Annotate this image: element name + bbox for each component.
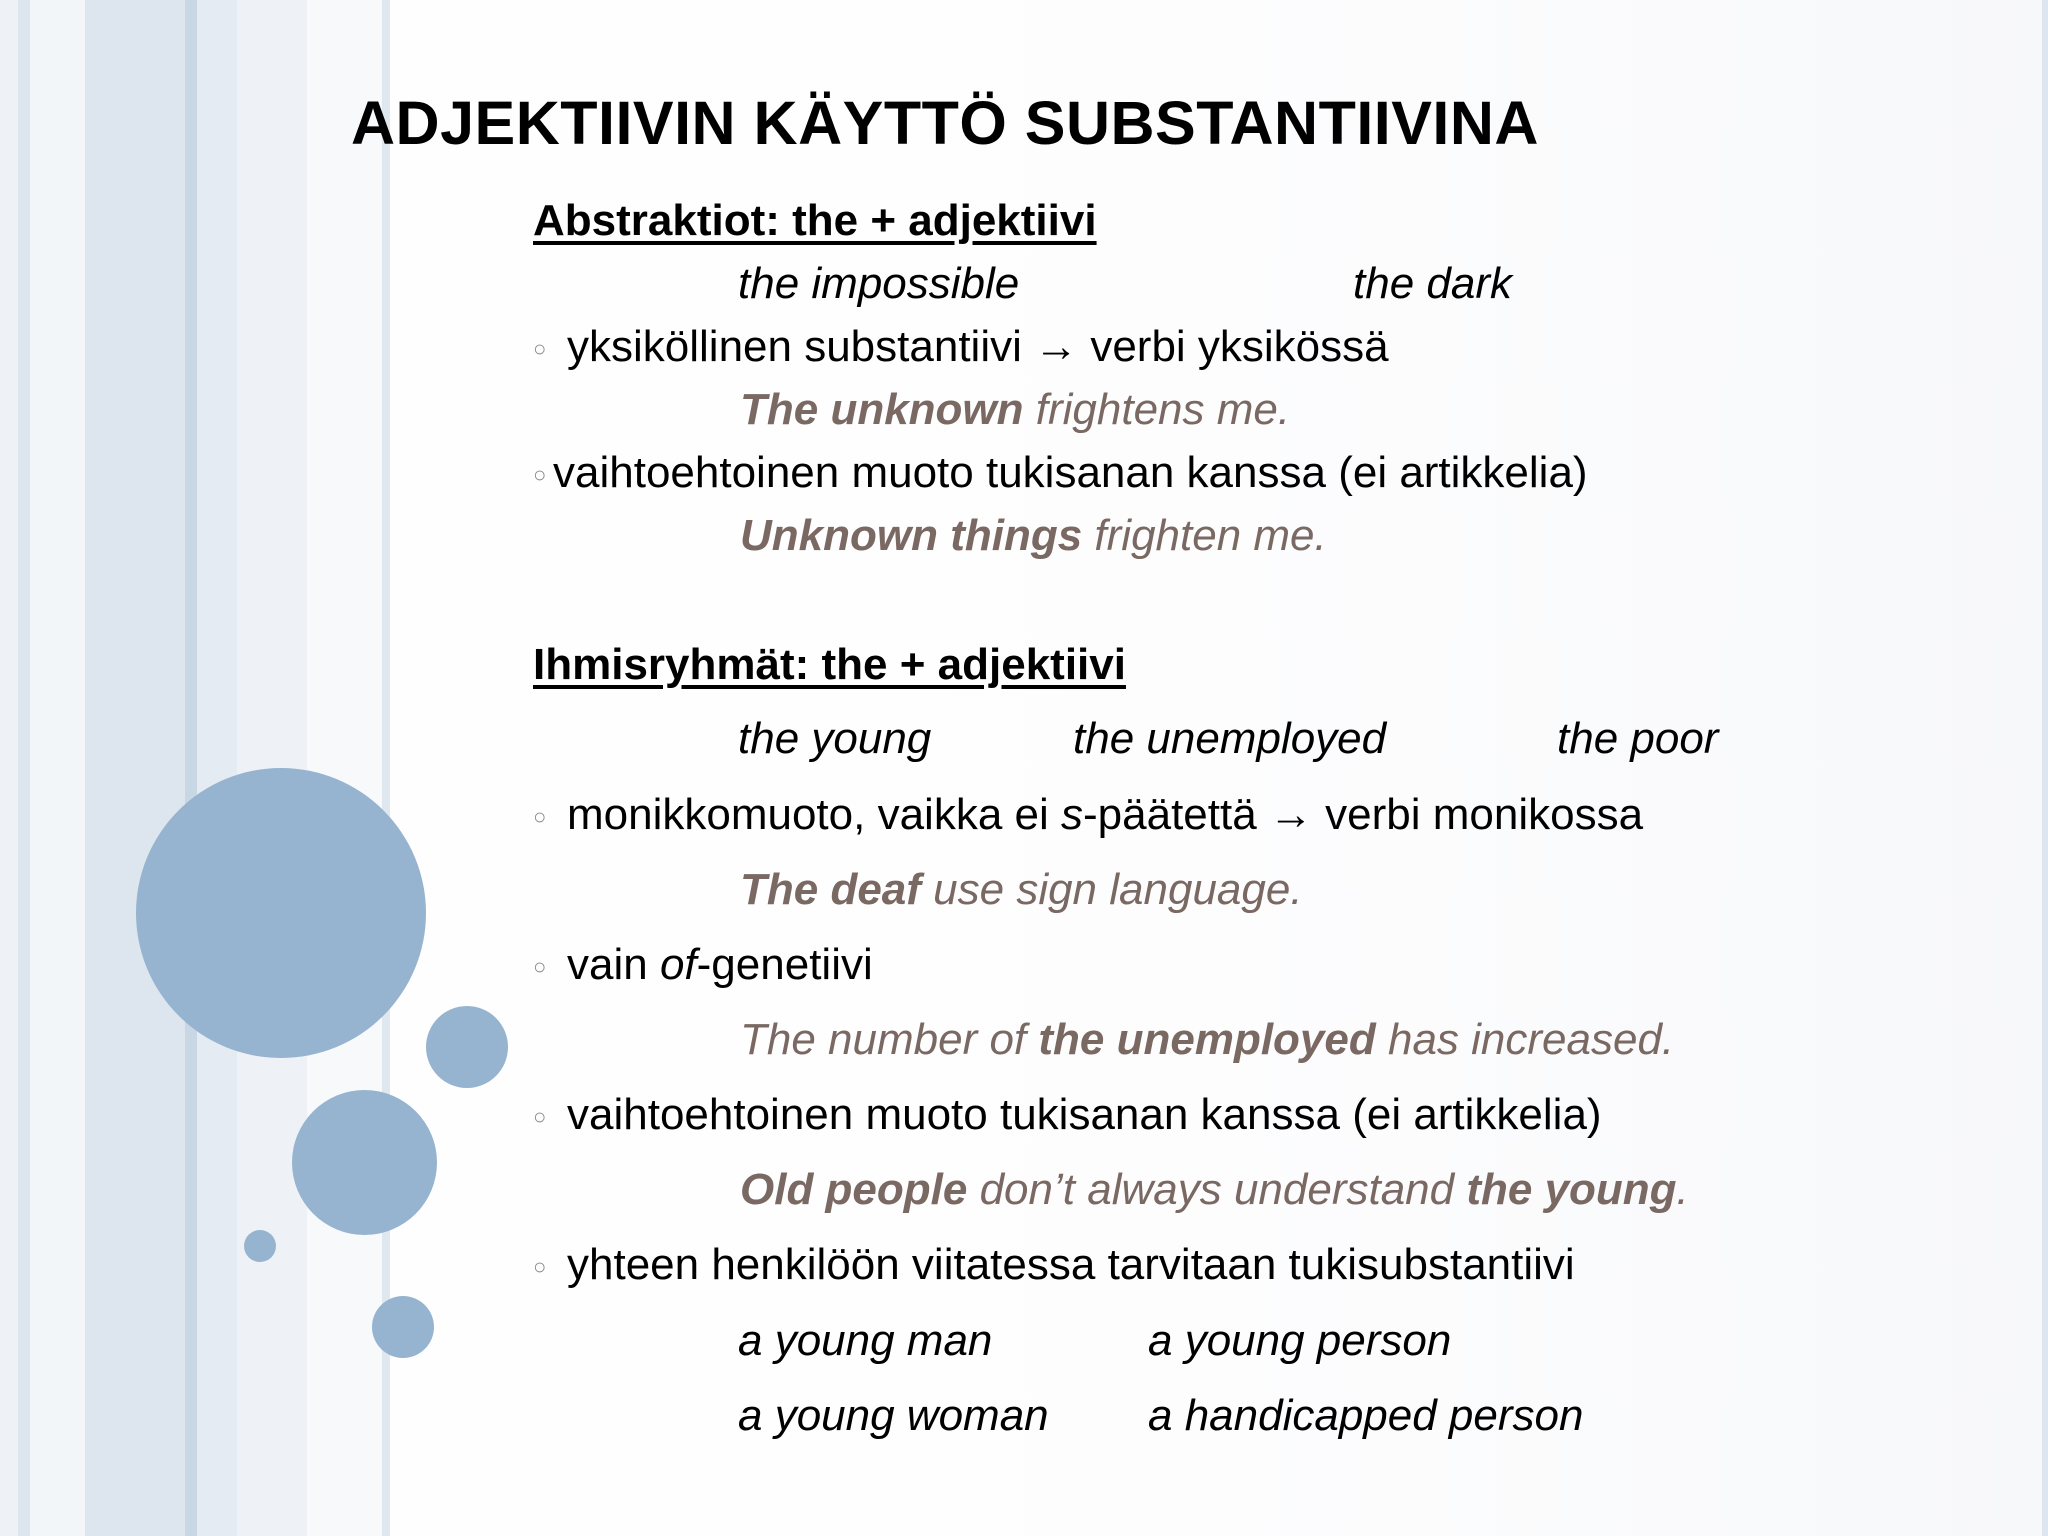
example-the-young: the young	[738, 714, 932, 763]
slide-title: ADJEKTIIVIN KÄYTTÖ SUBSTANTIIVINA	[351, 89, 1539, 157]
decor-circle	[292, 1090, 437, 1235]
example-the-dark: the dark	[1353, 259, 1512, 308]
example-a-young-man: a young man	[738, 1316, 993, 1365]
bullet-alternative-form-people	[533, 1090, 1602, 1140]
decor-stripe	[85, 0, 185, 1536]
decor-circle	[372, 1296, 434, 1358]
bullet-circle-icon: ○	[533, 462, 547, 488]
decor-circle-large	[136, 768, 426, 1058]
decor-stripe	[18, 0, 30, 1536]
example-rest: use sign language.	[920, 865, 1303, 914]
bullet-singular-verb	[533, 322, 1389, 372]
example-text: .	[1676, 1165, 1689, 1214]
bullet-text: vain	[567, 940, 660, 989]
example-sentence-unemployed	[740, 1015, 1674, 1065]
example-text: has increased.	[1375, 1015, 1675, 1064]
bullet-alternative-form	[533, 448, 1588, 498]
bullet-circle-icon: ○	[533, 1254, 547, 1280]
bullet-circle-icon: ○	[533, 1104, 547, 1130]
example-the-unemployed: the unemployed	[1073, 714, 1387, 763]
bullet-text: vaihtoehtoinen muoto tukisanan kanssa (ei artikkelia)	[567, 1090, 1602, 1139]
decor-stripe	[197, 0, 237, 1536]
decor-stripe	[30, 0, 85, 1536]
example-a-young-woman: a young woman	[738, 1391, 1049, 1440]
bullet-of-genitive	[533, 940, 873, 990]
example-the-impossible: the impossible	[738, 259, 1020, 308]
example-bold: The unknown	[740, 385, 1024, 434]
bullet-circle-icon: ○	[533, 954, 547, 980]
example-a-handicapped-person: a handicapped person	[1148, 1391, 1584, 1440]
decor-circle	[426, 1006, 508, 1088]
section-heading-people-groups: Ihmisryhmät: the + adjektiivi	[533, 640, 1126, 689]
bullet-single-person	[533, 1240, 1575, 1290]
bullet-circle-icon: ○	[533, 336, 547, 362]
decor-stripe	[307, 0, 382, 1536]
example-sentence-deaf	[740, 865, 1303, 915]
bullet-text: yhteen henkilöön viitatessa tarvitaan tukisubstantiivi	[567, 1240, 1575, 1289]
example-rest: frightens me.	[1023, 385, 1291, 434]
bullet-text: -genetiivi	[696, 940, 873, 989]
example-a-young-person: a young person	[1148, 1316, 1452, 1365]
decor-stripe	[0, 0, 18, 1536]
bullet-text-italic: of	[659, 940, 697, 989]
example-text: don’t always understand	[967, 1165, 1467, 1214]
example-sentence-unknown	[740, 385, 1290, 435]
bullet-text-italic: s	[1061, 790, 1083, 839]
example-the-poor: the poor	[1557, 714, 1719, 763]
decor-stripe	[185, 0, 197, 1536]
example-text: The number of	[740, 1015, 1039, 1064]
example-rest: frighten me.	[1082, 511, 1327, 560]
bullet-text: monikkomuoto, vaikka ei	[567, 790, 1061, 839]
decor-stripe	[2042, 0, 2048, 1536]
section-heading-abstractions: Abstraktiot: the + adjektiivi	[533, 196, 1097, 245]
bullet-plural-verb	[533, 790, 1643, 840]
bullet-text: -päätettä → verbi monikossa	[1083, 790, 1644, 839]
decor-circle-small	[244, 1230, 276, 1262]
bullet-text: vaihtoehtoinen muoto tukisanan kanssa (ei artikkelia)	[553, 448, 1588, 497]
bullet-text: yksiköllinen substantiivi → verbi yksikössä	[567, 322, 1389, 371]
example-bold: The deaf	[740, 865, 921, 914]
example-bold: the unemployed	[1038, 1015, 1376, 1064]
bullet-circle-icon: ○	[533, 804, 547, 830]
example-sentence-old-people	[740, 1165, 1689, 1215]
example-bold: Unknown things	[740, 511, 1083, 560]
example-sentence-unknown-things	[740, 511, 1327, 561]
example-bold: the young	[1466, 1165, 1677, 1214]
example-bold: Old people	[740, 1165, 968, 1214]
